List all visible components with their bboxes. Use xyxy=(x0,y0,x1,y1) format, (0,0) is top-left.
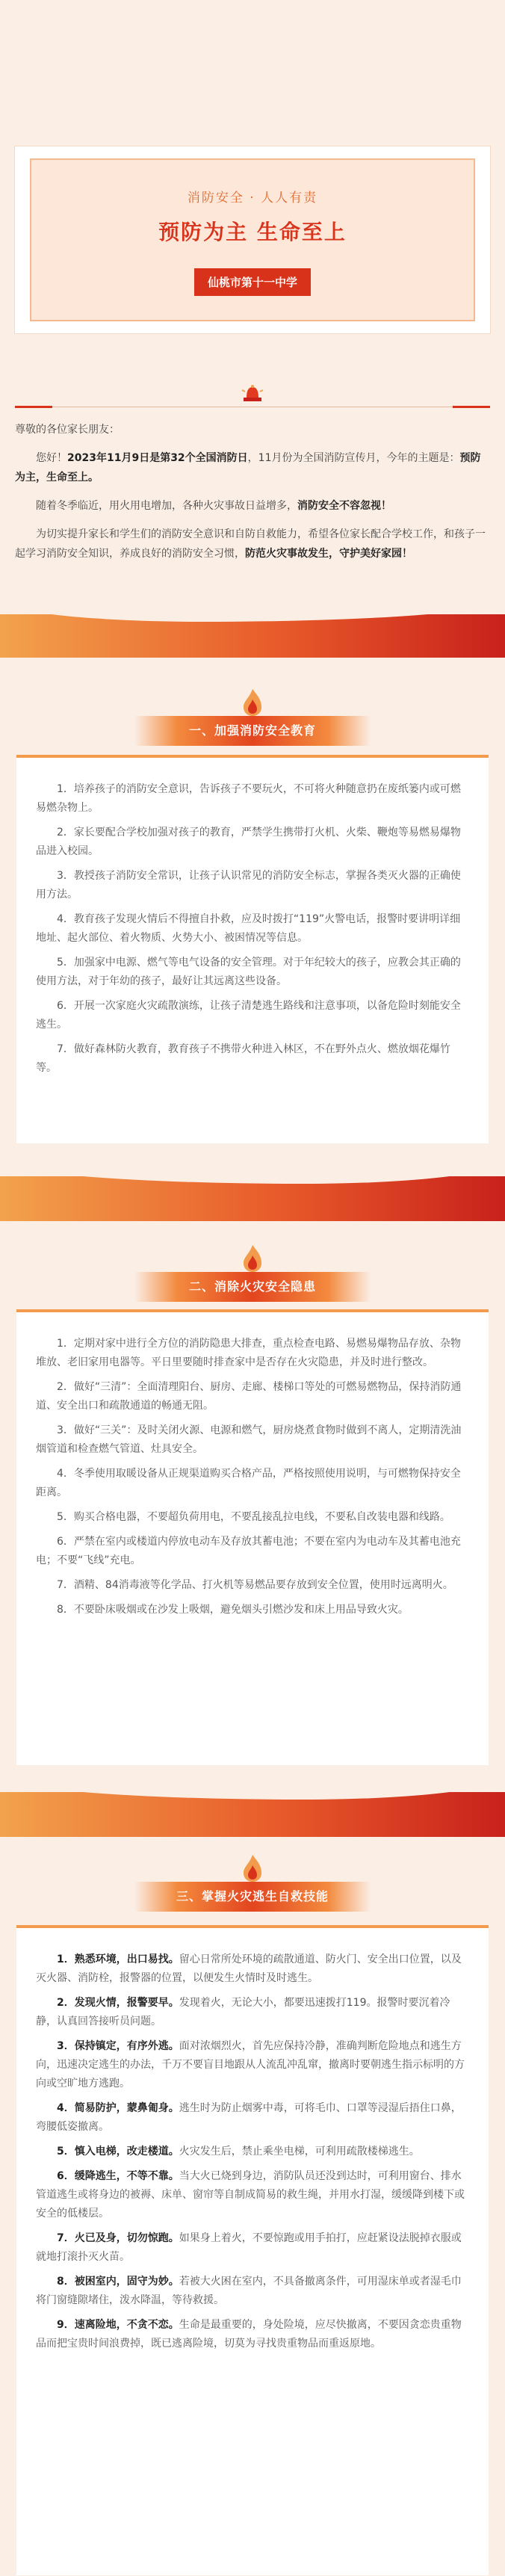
list-item: 6．开展一次家庭火灾疏散演练，让孩子清楚逃生路线和注意事项，以备危险时刻能安全逃生。 xyxy=(36,1000,461,1031)
intro-paragraph-3: 为切实提升家长和学生们的消防安全意识和自防自救能力，希望各位家长配合学校工作，和孩子一起学习消防安全知识，养成良好的消防安全习惯，防范火灾事故发生，守护美好家园！ xyxy=(15,528,486,560)
list-item: 4．教育孩子发现火情后不得擅自扑救，应及时拨打“119”火警电话，报警时要讲明详细地址、起火部位、着火物质、火势大小、被困情况等信息。 xyxy=(36,913,461,944)
list-item: 3．保持镇定，有序外逃。面对浓烟烈火，首先应保持冷静，准确判断危险地点和逃生方向，迅速决定逃生的办法，千万不要盲目地跟从人流乱冲乱窜，撤离时要朝逃生指示标明的方向或空旷地方逃跑。 xyxy=(36,2040,465,2089)
list-item: 3．教授孩子消防安全常识，让孩子认识常见的消防安全标志，掌握各类灭火器的正确使用方法。 xyxy=(36,870,461,901)
list-item: 2．家长要配合学校加强对孩子的教育，严禁学生携带打火机、火柴、鞭炮等易燃易爆物品进入校园。 xyxy=(36,827,461,857)
list-item: 6．严禁在室内或楼道内停放电动车及存放其蓄电池；不要在室内为电动车及其蓄电池充电；不要“飞线”充电。 xyxy=(36,1536,461,1566)
hero-box xyxy=(30,158,475,321)
section-3-card xyxy=(16,1925,489,2575)
flame-icon xyxy=(241,1853,264,1883)
hero-subtitle: 消防安全 · 人人有责 xyxy=(187,191,318,206)
wave-divider xyxy=(0,1176,505,1221)
section-2-header xyxy=(0,1244,505,1318)
list-item: 6．缓降逃生，不等不靠。当大火已烧到身边，消防队员还没到达时，可利用窗台、排水管道逃生或将身边的被褥、床单、窗帘等自制成简易的救生绳，并用水打湿，缓缓降到楼下或安全的低楼层。 xyxy=(36,2170,465,2220)
list-item: 9．速离险地，不贪不恋。生命是最重要的，身处险境，应尽快撤离，不要因贪恋贵重物品而把宝贵时间浪费掉，既已逃离险境，切莫为寻找贵重物品而重返原地。 xyxy=(36,2319,462,2350)
alarm-bell-icon xyxy=(241,384,264,404)
list-item: 7．酒精、84消毒液等化学品、打火机等易燃品要存放到安全位置，使用时远离明火。 xyxy=(57,1579,453,1591)
list-item: 5．慎入电梯，改走楼道。火灾发生后，禁止乘坐电梯，可利用疏散楼梯逃生。 xyxy=(57,2146,420,2158)
list-item: 8．不要卧床吸烟或在沙发上吸烟，避免烟头引燃沙发和床上用品导致火灾。 xyxy=(57,1604,409,1616)
greeting: 尊敬的各位家长朋友： xyxy=(15,424,120,436)
section-1-card xyxy=(16,755,489,1143)
list-item: 1．熟悉环境，出口易找。留心日常所处环境的疏散通道、防火门、安全出口位置，以及灭火器、消防栓，报警器的位置，以便发生火情时及时逃生。 xyxy=(36,1953,462,1984)
section-1-title: 一、加强消防安全教育 xyxy=(134,716,371,746)
list-item: 3．做好“三关”：及时关闭火源、电源和燃气，厨房烧煮食物时做到不离人，定期清洗油烟管道和检查燃气管道、灶具安全。 xyxy=(36,1424,462,1455)
wave-divider xyxy=(0,614,505,658)
intro-text xyxy=(15,420,490,572)
list-item: 5．购买合格电器，不要超负荷用电，不要乱接乱拉电线，不要私自改装电器和线路。 xyxy=(57,1511,450,1523)
list-item: 7．做好森林防火教育，教育孩子不携带火种进入林区，不在野外点火、燃放烟花爆竹等。 xyxy=(36,1043,450,1074)
list-item: 4．简易防护，蒙鼻匍身。逃生时为防止烟雾中毒，可将毛巾、口罩等浸湿后捂住口鼻，弯腰低姿撤离。 xyxy=(36,2102,462,2133)
section-1-header xyxy=(0,688,505,762)
flame-icon xyxy=(241,688,264,717)
section-3-title: 三、掌握火灾逃生自救技能 xyxy=(134,1882,371,1912)
list-item: 7．火已及身，切勿惊跑。如果身上着火，不要惊跑或用手拍打，应赶紧设法脱掉衣服或就地打滚扑灭火苗。 xyxy=(36,2232,462,2263)
school-badge: 仙桃市第十一中学 xyxy=(194,268,311,296)
intro-paragraph-1: 您好！2023年11月9日是第32个全国消防日，11月份为全国消防宣传月，今年的主题是：预防为主，生命至上。 xyxy=(15,452,481,484)
section-2-title: 二、消除火灾安全隐患 xyxy=(134,1272,371,1302)
intro-paragraph-2: 随着冬季临近，用火用电增加，各种火灾事故日益增多，消防安全不容忽视！ xyxy=(36,500,391,512)
section-2-card xyxy=(16,1309,489,1765)
flame-icon xyxy=(241,1244,264,1273)
list-item: 2．做好“三清”：全面清理阳台、厨房、走廊、楼梯口等处的可燃易燃物品，保持消防通道、安全出口和疏散通道的畅通无阻。 xyxy=(36,1381,462,1412)
wave-divider xyxy=(0,1792,505,1837)
list-item: 4．冬季使用取暖设备从正规渠道购买合格产品，严格按照使用说明，与可燃物保持安全距离。 xyxy=(36,1468,461,1498)
list-item: 2．发现火情，报警要早。发现着火，无论大小，都要迅速拨打119。报警时要沉着冷静，认真回答接听员问题。 xyxy=(36,1997,450,2027)
list-item: 8．被困室内，固守为妙。若被大火困在室内，不具备撤离条件，可用湿床单或者湿毛巾将门窗缝隙堵住，泼水降温，等待救援。 xyxy=(36,2276,462,2306)
list-item: 5．加强家中电源、燃气等电气设备的安全管理。对于年纪较大的孩子，应教会其正确的使用方法，对于年幼的孩子，最好让其远离这些设备。 xyxy=(36,957,461,987)
hero-title: 预防为主 生命至上 xyxy=(158,220,347,244)
hero-panel xyxy=(15,146,490,333)
section-3-header xyxy=(0,1853,505,1928)
list-item: 1．培养孩子的消防安全意识，告诉孩子不要玩火，不可将火种随意扔在废纸篓内或可燃易燃杂物上。 xyxy=(36,783,461,814)
list-item: 1．定期对家中进行全方位的消防隐患大排查，重点检查电路、易燃易爆物品存放、杂物堆放、老旧家用电器等。平日里要随时排查家中是否存在火灾隐患，并及时进行整改。 xyxy=(36,1338,461,1368)
